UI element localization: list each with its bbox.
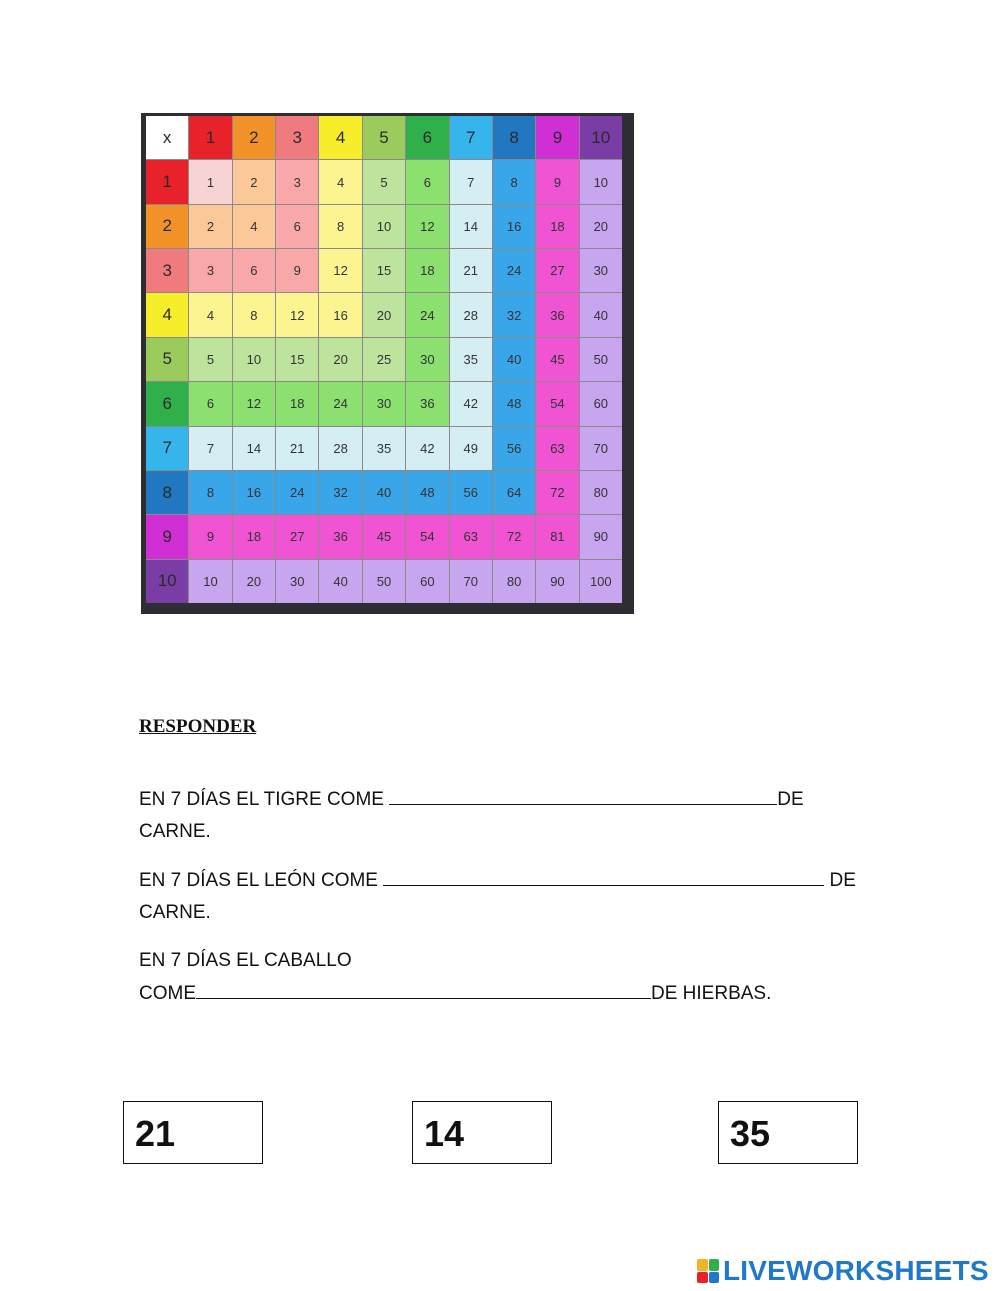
table-cell: 56 (450, 471, 492, 514)
question-1-line-2 (139, 816, 211, 848)
table-cell: 42 (406, 427, 448, 470)
row-header: 5 (146, 338, 188, 381)
answer-option-2-value: 14 (424, 1113, 465, 1154)
table-cell: 14 (233, 427, 275, 470)
table-cell: 21 (276, 427, 318, 470)
row-header: 6 (146, 382, 188, 425)
table-cell: 40 (363, 471, 405, 514)
table-cell: 30 (363, 382, 405, 425)
column-header: 4 (319, 116, 361, 159)
table-cell: 2 (189, 205, 231, 248)
table-cell: 40 (493, 338, 535, 381)
column-header: 9 (536, 116, 578, 159)
table-cell: 54 (406, 515, 448, 558)
question-1-line-1 (139, 784, 804, 816)
table-cell: 80 (580, 471, 622, 514)
table-cell: 10 (363, 205, 405, 248)
table-cell: 24 (406, 293, 448, 336)
table-cell: 18 (233, 515, 275, 558)
table-cell: 16 (319, 293, 361, 336)
question-2-line-2 (139, 897, 211, 929)
row-header: 3 (146, 249, 188, 292)
column-header: 5 (363, 116, 405, 159)
table-cell: 20 (580, 205, 622, 248)
table-cell: 48 (493, 382, 535, 425)
table-cell: 14 (450, 205, 492, 248)
table-cell: 90 (580, 515, 622, 558)
table-cell: 48 (406, 471, 448, 514)
table-cell: 100 (580, 560, 622, 603)
row-header: 4 (146, 293, 188, 336)
table-cell: 16 (233, 471, 275, 514)
table-cell: 64 (493, 471, 535, 514)
brand-name: LIVEWORKSHEETS (723, 1255, 989, 1286)
table-cell: 7 (189, 427, 231, 470)
table-cell: 27 (276, 515, 318, 558)
table-cell: 8 (233, 293, 275, 336)
answer-option-3[interactable] (718, 1101, 858, 1164)
row-header: 1 (146, 160, 188, 203)
table-cell: 35 (363, 427, 405, 470)
table-cell: 9 (276, 249, 318, 292)
table-cell: 7 (450, 160, 492, 203)
table-cell: 4 (233, 205, 275, 248)
table-cell: 30 (276, 560, 318, 603)
answer-option-1-value: 21 (135, 1113, 176, 1154)
table-cell: 24 (319, 382, 361, 425)
table-corner: x (146, 116, 188, 159)
table-cell: 6 (406, 160, 448, 203)
question-2-line-1 (139, 865, 856, 897)
table-cell: 9 (536, 160, 578, 203)
question-1-suffix: DE (777, 789, 804, 810)
table-cell: 6 (189, 382, 231, 425)
table-cell: 24 (276, 471, 318, 514)
liveworksheets-logo-icon (697, 1259, 719, 1283)
table-cell: 12 (319, 249, 361, 292)
question-1-text: EN 7 DÍAS EL TIGRE COME (139, 789, 390, 810)
table-cell: 72 (536, 471, 578, 514)
table-cell: 27 (536, 249, 578, 292)
table-cell: 10 (580, 160, 622, 203)
table-cell: 40 (580, 293, 622, 336)
table-cell: 15 (363, 249, 405, 292)
table-cell: 10 (233, 338, 275, 381)
question-2-text: EN 7 DÍAS EL LEÓN COME (139, 870, 384, 891)
table-cell: 40 (319, 560, 361, 603)
table-cell: 60 (406, 560, 448, 603)
table-cell: 4 (319, 160, 361, 203)
table-cell: 5 (189, 338, 231, 381)
question-2-blank[interactable] (383, 865, 824, 886)
table-cell: 81 (536, 515, 578, 558)
table-cell: 8 (493, 160, 535, 203)
table-cell: 36 (406, 382, 448, 425)
table-cell: 56 (493, 427, 535, 470)
table-cell: 20 (363, 293, 405, 336)
table-cell: 50 (580, 338, 622, 381)
section-title: RESPONDER (139, 716, 257, 737)
table-cell: 12 (233, 382, 275, 425)
column-header: 7 (450, 116, 492, 159)
table-cell: 49 (450, 427, 492, 470)
table-cell: 16 (493, 205, 535, 248)
table-cell: 21 (450, 249, 492, 292)
table-cell: 24 (493, 249, 535, 292)
row-header: 10 (146, 560, 188, 603)
table-cell: 18 (276, 382, 318, 425)
table-cell: 28 (450, 293, 492, 336)
liveworksheets-logo (697, 1256, 989, 1286)
table-cell: 8 (189, 471, 231, 514)
table-cell: 90 (536, 560, 578, 603)
table-cell: 63 (536, 427, 578, 470)
table-cell: 12 (406, 205, 448, 248)
table-cell: 18 (406, 249, 448, 292)
table-cell: 30 (406, 338, 448, 381)
column-header: 10 (580, 116, 622, 159)
table-cell: 63 (450, 515, 492, 558)
table-cell: 25 (363, 338, 405, 381)
table-cell: 3 (276, 160, 318, 203)
question-3-suffix: DE HIERBAS. (651, 983, 772, 1004)
table-cell: 36 (319, 515, 361, 558)
table-cell: 2 (233, 160, 275, 203)
table-cell: 45 (363, 515, 405, 558)
row-header: 2 (146, 205, 188, 248)
table-cell: 72 (493, 515, 535, 558)
table-cell: 42 (450, 382, 492, 425)
table-cell: 70 (450, 560, 492, 603)
multiplication-table (146, 116, 622, 603)
column-header: 8 (493, 116, 535, 159)
table-cell: 18 (536, 205, 578, 248)
table-cell: 4 (189, 293, 231, 336)
question-3-line-2 (139, 978, 771, 1010)
table-cell: 10 (189, 560, 231, 603)
table-cell: 8 (319, 205, 361, 248)
question-3-line-1 (139, 945, 352, 977)
table-cell: 12 (276, 293, 318, 336)
column-header: 6 (406, 116, 448, 159)
table-cell: 80 (493, 560, 535, 603)
row-header: 7 (146, 427, 188, 470)
table-cell: 50 (363, 560, 405, 603)
question-1-blank[interactable] (389, 784, 777, 805)
question-3-text: EN 7 DÍAS EL CABALLO (139, 950, 352, 971)
column-header: 2 (233, 116, 275, 159)
answer-option-1[interactable] (123, 1101, 263, 1164)
row-header: 9 (146, 515, 188, 558)
table-cell: 20 (319, 338, 361, 381)
table-cell: 28 (319, 427, 361, 470)
question-3-text-2: COME (139, 983, 196, 1004)
question-3-blank[interactable] (196, 978, 651, 999)
table-cell: 54 (536, 382, 578, 425)
column-header: 3 (276, 116, 318, 159)
answer-option-3-value: 35 (730, 1113, 771, 1154)
question-2-end: CARNE. (139, 902, 211, 923)
table-cell: 9 (189, 515, 231, 558)
table-cell: 30 (580, 249, 622, 292)
question-1-end: CARNE. (139, 821, 211, 842)
table-cell: 60 (580, 382, 622, 425)
table-cell: 6 (276, 205, 318, 248)
table-cell: 5 (363, 160, 405, 203)
table-cell: 15 (276, 338, 318, 381)
table-cell: 70 (580, 427, 622, 470)
table-cell: 36 (536, 293, 578, 336)
row-header: 8 (146, 471, 188, 514)
table-cell: 35 (450, 338, 492, 381)
table-cell: 32 (493, 293, 535, 336)
column-header: 1 (189, 116, 231, 159)
table-cell: 3 (189, 249, 231, 292)
question-2-suffix: DE (824, 870, 856, 891)
table-cell: 6 (233, 249, 275, 292)
table-cell: 32 (319, 471, 361, 514)
table-cell: 1 (189, 160, 231, 203)
answer-option-2[interactable] (412, 1101, 552, 1164)
table-cell: 20 (233, 560, 275, 603)
table-cell: 45 (536, 338, 578, 381)
